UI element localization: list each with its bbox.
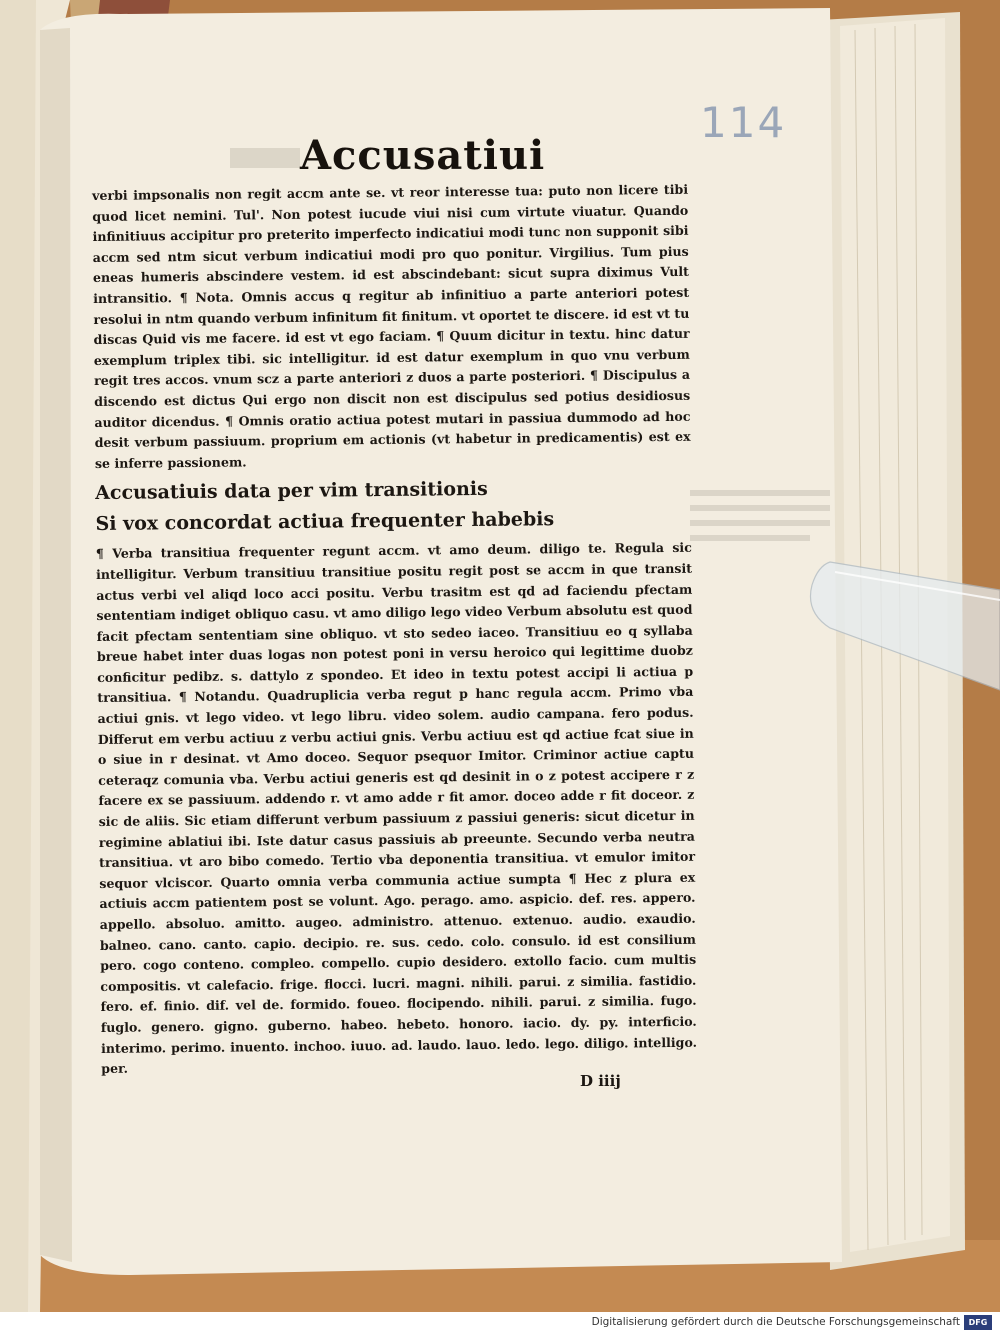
running-heading: Accusatiui [300,132,546,179]
paragraph-2: ¶ Verba transitiua frequenter regunt accm. vt amo deum. diligo te. Regula sic intelligitur. Verbum transitiuu transitiue positu regit post se accm in que transit actus verbi vel aliqd loco acci positu. Verbu trasitm est qd ad faciendu pfectam sententiam indiget obliquo casu. vt amo diligo lego video Verbum absolutu est quod facit pfectam sententiam sine obliquo. vt sto sedeo iaceo. Transitiuu eo q syllaba breue habet inter duas logas non potest poni in versu heroico qui legittime duobz conficitur pedibz. s. dattylo z spondeo. Et ideo in textu potest accipi li actiua p transitiua. ¶ Notandu. Quadruplicia verba regut p hanc regula accm. Primo vba actiui gnis. vt lego video. vt lego libru. video solem. audio campana. fero podus. Differut em verbu actiuu z verbu actiui gnis. Verbu actiuu est qd actiue fcat siue in o siue in r desinat. vt Amo doceo. Sequor psequor Imitor. Criminor actiue captu ceteraqz comunia vba. Verbu actiui generis est qd desinit in o z potest accipere r z facere ex se passiuum. addendo r. vt amo adde r fit amor. doceo adde r fit doceor. z sic de aliis. Sic etiam differunt verbum passiuum z passiui generis: sicut dicetur in regimine ablatiui ibi. Iste datur casus passiuis ab preeunte. Secundo verba neutra transitiua. vt aro bibo comedo. Tertio vba deponentia transitiua. vt emulor imitor sequor vlciscor. Quarto omnia verba communia actiue sumpta ¶ Hec z plura ex actiuis accm patientem post se volunt. Ago. perago. amo. aspicio. def. res. appero. appello. absoluo. amitto. augeo. administro. attenuo. extenuo. audio. exaudio. balneo. cano. canto. capio. decipio. re. sus. cedo. colo. consulo. id est consilium pero. cogo conteno. compleo. compello. cupio desidero. extollo facio. cum multis compositis. vt calefacio. frige. flocci. lucri. magni. nihili. parui. z similia. fastidio. fero. ef. finio. dif. vel de. formido. foueo. flocipendo. nihili. parui. z similia. fugo. fuglo. genero. gigno. guberno. habeo. hebeto. honoro. iacio. dy. py. interficio. interimo. perimo. inuento. inchoo. iuuo. ad. laudo. lauo. ledo. lego. diligo. intelligo. per. [95,540,698,1077]
folio-number-pencil: 114 [700,98,787,147]
dfg-logo-icon: DFG [964,1315,992,1330]
subheading-1: Accusatiuis data per vim transitionis [95,478,488,505]
paragraph-1: verbi impsonalis non regit accm ante se. vt reor interesse tua: puto non licere tibi quod licet nemini. Tul'. Non potest iucude viui nisi cum virtute viuatur. Quando infinitiuus accipitur pro preterito imperfecto indicatiui modi tunc non supponit sibi accm sed ntm sicut verbum indicatiui modi pro quo ponitur. Virgilius. Tum pius eneas humeris abscindere vestem. id est abscindebant: sicut supra diximus Vult intransitio. ¶ Nota. Omnis accus q regitur ab infinitiuo a parte anteriori potest resolui in ntm quando verbum infinitum fit finitum. vt oportet te discere. id est vt tu discas Quid vis me facere. id est vt ego faciam. ¶ Quum dicitur in textu. hinc datur exemplum triplex tibi. sic intelligitur. id est datur exemplum in quo vnu verbum regit tres accos. vnum scz a parte anteriori z duos a parte posteriori. ¶ Discipulus a discendo est dictus Qui ergo non discit non est discipulus sed potius desidiosus auditor dicendus. ¶ Omnis oratio actiua potest mutari in passiua dummodo ad hoc desit verbum passiuum. proprium em actionis (vt habetur in predicamentis) est ex se inferre passionem. [92,181,691,471]
digitization-credit: Digitalisierung gefördert durch die Deutsche Forschungsgemeinschaft [591,1316,960,1328]
page-text-block [92,180,697,1080]
subheading-2: Si vox concordat actiua frequenter habebis [95,508,555,536]
digitization-footer [0,1312,1000,1335]
signature-mark: D iiij [580,1072,621,1090]
